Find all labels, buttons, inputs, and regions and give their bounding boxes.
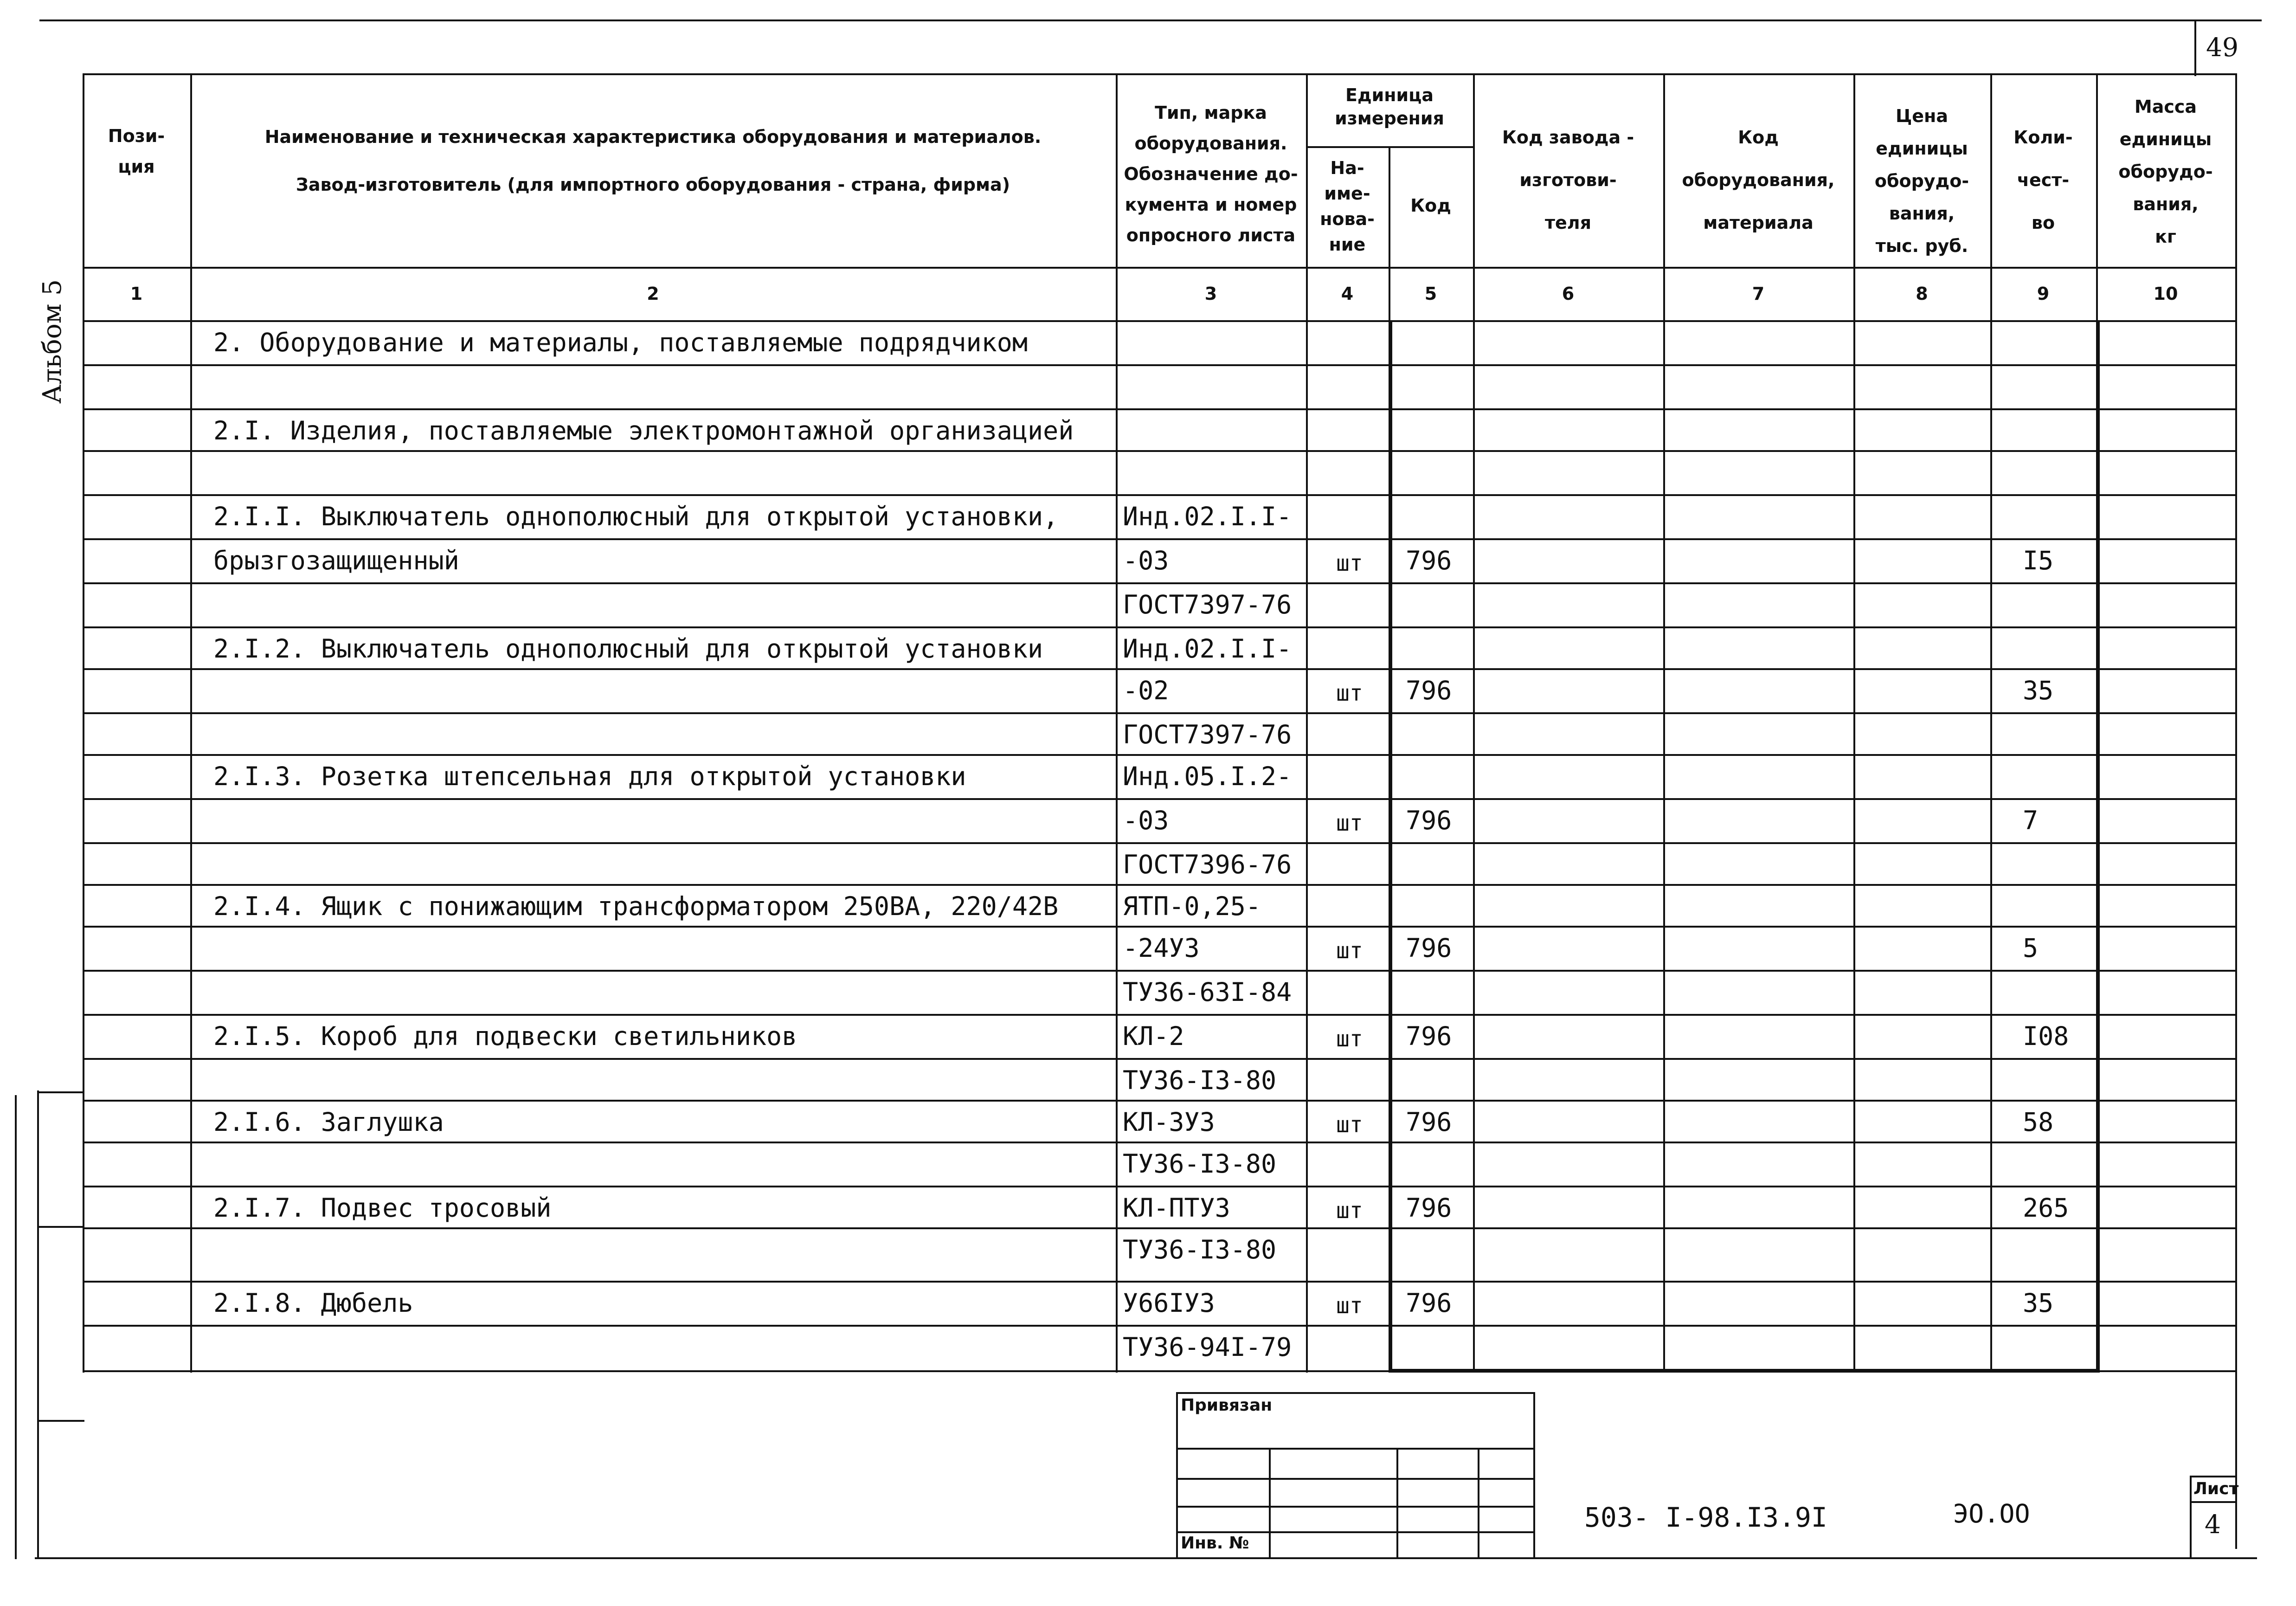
cell-type: КЛ-3У3 [1123, 1107, 1215, 1137]
cell-type: Инд.02.I.I- [1123, 502, 1292, 531]
cell-unit-code: 796 [1406, 1288, 1452, 1318]
header-position: Пози- ция [108, 126, 165, 177]
colnum-2: 2 [647, 284, 659, 304]
colnum-8: 8 [1916, 284, 1928, 304]
inv-no-label: Инв. № [1181, 1534, 1249, 1553]
cell-unit: шт [1336, 1293, 1363, 1319]
cell-name: 2.I.4. Ящик с понижающим трансформатором 250ВА, 220/42В [213, 891, 1059, 921]
cell-type: ЯТП-0,25- [1123, 891, 1261, 921]
header-unit-price: Цена единицы оборудо- вания, тыс. руб. [1874, 106, 1969, 256]
cell-name: 2.I.5. Короб для подвески светильников [213, 1021, 797, 1051]
header-quantity: Коли- чест- во [2013, 127, 2073, 233]
cell-type: ГОСТ7397-76 [1123, 720, 1292, 749]
colnum-7: 7 [1752, 284, 1765, 304]
cell-type: ТУ36-I3-80 [1123, 1065, 1277, 1095]
cell-unit: шт [1336, 1112, 1363, 1138]
cell-quantity: 5 [2023, 933, 2039, 963]
cell-type: -24У3 [1123, 933, 1200, 963]
cell-quantity: 35 [2023, 1288, 2054, 1318]
cell-type: ТУ36-94I-79 [1123, 1332, 1292, 1362]
top-border-line [39, 19, 2262, 21]
colnum-10: 10 [2153, 284, 2178, 304]
cell-type: КЛ-2 [1123, 1021, 1184, 1051]
album-label: Альбом 5 [37, 279, 67, 404]
cell-name: 2.I. Изделия, поставляемые электромонтажной организацией [213, 416, 1074, 445]
cell-name: 2.I.6. Заглушка [213, 1107, 444, 1137]
cell-name: 2. Оборудование и материалы, поставляемые подрядчиком [213, 328, 1028, 357]
cell-name: 2.I.8. Дюбель [213, 1288, 413, 1318]
cell-type: -03 [1123, 806, 1169, 835]
cell-quantity: 7 [2023, 806, 2039, 835]
cell-type: ТУ36-63I-84 [1123, 977, 1292, 1007]
header-name-line1: Наименование и техническая характеристика оборудования и материалов. [264, 127, 1042, 147]
cell-unit-code: 796 [1406, 676, 1452, 705]
cell-type: Инд.05.I.2- [1123, 761, 1292, 791]
cell-unit: шт [1336, 938, 1363, 964]
header-equipment-code: Код оборудования, материала [1682, 127, 1835, 233]
sheet-number-box-left [2194, 19, 2196, 76]
cell-unit-code: 796 [1406, 1021, 1452, 1051]
header-unit-name: На- име- нова- ние [1320, 158, 1375, 255]
colnum-6: 6 [1562, 284, 1575, 304]
cell-type: Инд.02.I.I- [1123, 634, 1292, 664]
sheet-number: 4 [2205, 1509, 2221, 1539]
cell-quantity: 265 [2023, 1193, 2069, 1223]
colnum-5: 5 [1424, 284, 1437, 304]
colnum-1: 1 [130, 284, 143, 304]
sheet-label: Лист [2193, 1479, 2239, 1498]
cell-type: ГОСТ7396-76 [1123, 850, 1292, 879]
cell-unit-code: 796 [1406, 806, 1452, 835]
header-unit-code: Код [1410, 195, 1451, 216]
colnum-3: 3 [1204, 284, 1217, 304]
header-plant-code: Код завода - изготови- теля [1502, 127, 1634, 233]
cell-unit: шт [1336, 1198, 1363, 1224]
colnum-4: 4 [1341, 284, 1354, 304]
cell-quantity: I5 [2023, 546, 2054, 575]
header-unit-group: Единица измерения [1335, 85, 1444, 129]
cell-name: 2.I.3. Розетка штепсельная для открытой установки [213, 761, 966, 791]
cell-unit: шт [1336, 680, 1363, 706]
cell-unit: шт [1336, 810, 1363, 836]
cell-quantity: I08 [2023, 1021, 2069, 1051]
cell-type: ТУ36-I3-80 [1123, 1149, 1277, 1179]
cell-unit-code: 796 [1406, 933, 1452, 963]
cell-type: ТУ36-I3-80 [1123, 1235, 1277, 1264]
privyazan-label: Привязан [1181, 1396, 1273, 1415]
cell-unit: шт [1336, 1026, 1363, 1052]
cell-name: брызгозащищенный [213, 546, 459, 575]
cell-quantity: 58 [2023, 1107, 2054, 1137]
colnum-9: 9 [2037, 284, 2050, 304]
header-type: Тип, марка оборудования. Обозначение до- кумента и номер опросного листа [1124, 103, 1298, 245]
cell-unit: шт [1336, 550, 1363, 576]
header-name-line2: Завод-изготовитель (для импортного оборудования - страна, фирма) [296, 174, 1010, 195]
cell-unit-code: 796 [1406, 1193, 1452, 1223]
cell-type: -03 [1123, 546, 1169, 575]
top-sheet-number: 49 [2206, 32, 2238, 62]
cell-name: 2.I.2. Выключатель однополюсный для открытой установки [213, 634, 1043, 664]
cell-type: ГОСТ7397-76 [1123, 590, 1292, 619]
cell-name: 2.I.7. Подвес тросовый [213, 1193, 552, 1223]
cell-type: У66IУ3 [1123, 1288, 1215, 1318]
cell-type: -02 [1123, 676, 1169, 705]
cell-type: КЛ-ПТУ3 [1123, 1193, 1230, 1223]
document-code: 503- I-98.I3.9I [1584, 1502, 1827, 1533]
cell-unit-code: 796 [1406, 546, 1452, 575]
cell-unit-code: 796 [1406, 1107, 1452, 1137]
cell-name: 2.I.I. Выключатель однополюсный для открытой установки, [213, 502, 1059, 531]
cell-quantity: 35 [2023, 676, 2054, 705]
header-unit-mass: Масса единицы оборудо- вания, кг [2118, 97, 2213, 247]
document-suffix: ЭО.ОО [1953, 1499, 2030, 1529]
